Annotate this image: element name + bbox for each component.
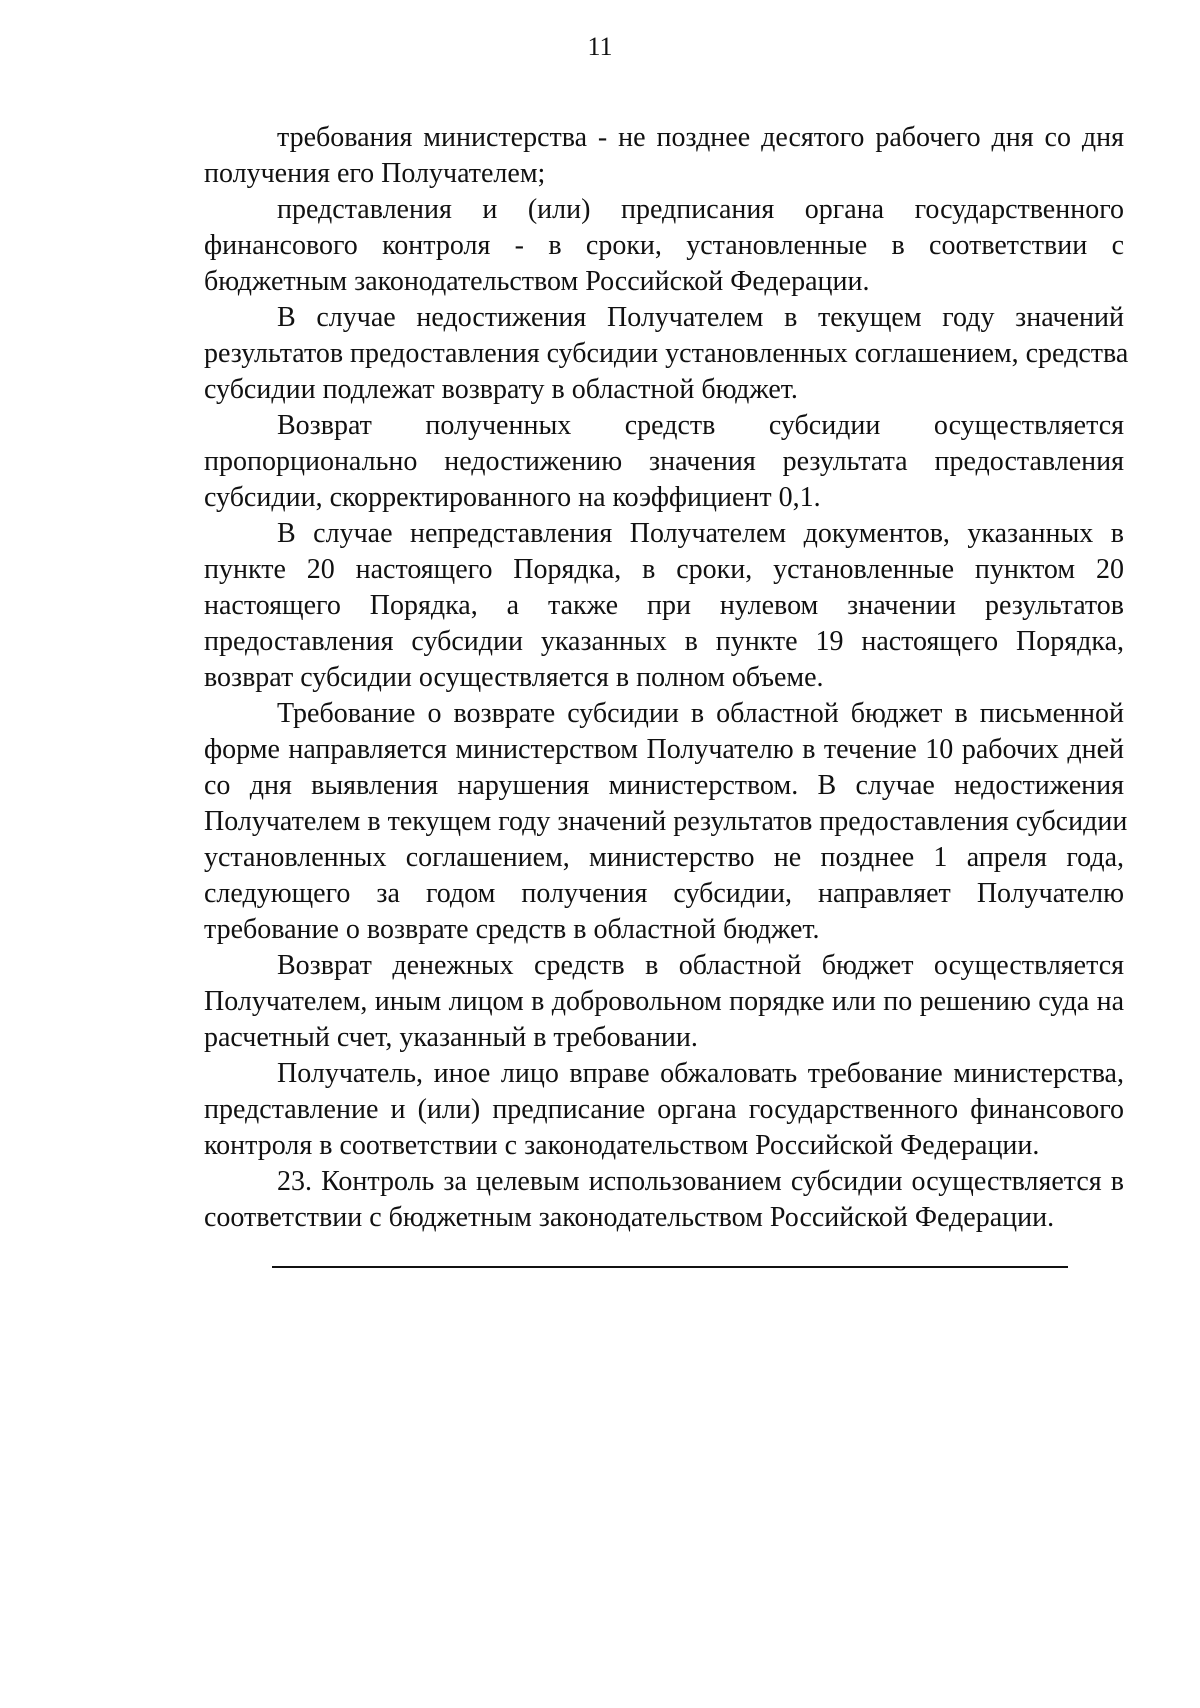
paragraph-return-method bbox=[204, 948, 1124, 1056]
paragraph-requirement-deadline bbox=[204, 120, 1124, 192]
text-line: требования министерства - не позднее десятого рабочего дня со дня bbox=[277, 122, 1124, 153]
text-line: субсидии, скорректированного на коэффициент 0,1. bbox=[204, 482, 821, 513]
text-line: финансового контроля - в сроки, установленные в соответствии с bbox=[204, 230, 1124, 261]
paragraph-written-requirement bbox=[204, 696, 1128, 948]
text-line: возврат субсидии осуществляется в полном объеме. bbox=[204, 662, 824, 693]
text-line: требование о возврате средств в областной бюджет. bbox=[204, 914, 820, 945]
text-line: форме направляется министерством Получателю в течение 10 рабочих дней bbox=[204, 734, 1124, 765]
text-line: пропорционально недостижению значения результата предоставления bbox=[204, 446, 1124, 477]
text-line: предоставления субсидии указанных в пункте 19 настоящего Порядка, bbox=[204, 626, 1124, 657]
text-line: расчетный счет, указанный в требовании. bbox=[204, 1022, 698, 1053]
text-line: Получателем в текущем году значений результатов предоставления субсидии bbox=[204, 806, 1128, 837]
text-line: установленных соглашением, министерство не позднее 1 апреля года, bbox=[204, 842, 1124, 873]
paragraph-appeal bbox=[204, 1056, 1124, 1164]
text-line: контроля в соответствии с законодательством Российской Федерации. bbox=[204, 1130, 1040, 1161]
text-line: пункте 20 настоящего Порядка, в сроки, установленные пунктом 20 bbox=[204, 554, 1124, 585]
text-line: соответствии с бюджетным законодательством Российской Федерации. bbox=[204, 1202, 1055, 1233]
text-line: со дня выявления нарушения министерством. В случае недостижения bbox=[204, 770, 1124, 801]
text-line: результатов предоставления субсидии установленных соглашением, средства bbox=[204, 338, 1129, 369]
text-line: следующего за годом получения субсидии, направляет Получателю bbox=[204, 878, 1124, 909]
text-line: представления и (или) предписания органа государственного bbox=[277, 194, 1124, 225]
paragraph-non-achievement bbox=[204, 300, 1129, 408]
text-line: Возврат полученных средств субсидии осуществляется bbox=[277, 410, 1124, 441]
text-line: Требование о возврате субсидии в областной бюджет в письменной bbox=[277, 698, 1124, 729]
page-number: 11 bbox=[587, 32, 613, 61]
text-line: бюджетным законодательством Российской Федерации. bbox=[204, 266, 870, 297]
document-body bbox=[204, 120, 1129, 1236]
text-line: настоящего Порядка, а также при нулевом значении результатов bbox=[204, 590, 1124, 621]
text-line: представление и (или) предписание органа государственного финансового bbox=[204, 1094, 1124, 1125]
text-line: Получателем, иным лицом в добровольном порядке или по решению суда на bbox=[204, 986, 1124, 1017]
paragraph-item-23 bbox=[204, 1164, 1124, 1236]
text-line: В случае непредставления Получателем документов, указанных в bbox=[277, 518, 1124, 549]
paragraph-full-return bbox=[204, 516, 1124, 696]
text-line: Возврат денежных средств в областной бюджет осуществляется bbox=[277, 950, 1124, 981]
text-line: 23. Контроль за целевым использованием субсидии осуществляется в bbox=[277, 1166, 1124, 1197]
text-line: получения его Получателем; bbox=[204, 158, 546, 189]
end-separator-line bbox=[272, 1266, 1068, 1268]
text-line: Получатель, иное лицо вправе обжаловать требование министерства, bbox=[277, 1058, 1124, 1089]
text-line: субсидии подлежат возврату в областной бюджет. bbox=[204, 374, 798, 405]
paragraph-financial-control bbox=[204, 192, 1124, 300]
paragraph-proportional-return bbox=[204, 408, 1124, 516]
text-line: В случае недостижения Получателем в текущем году значений bbox=[277, 302, 1124, 333]
